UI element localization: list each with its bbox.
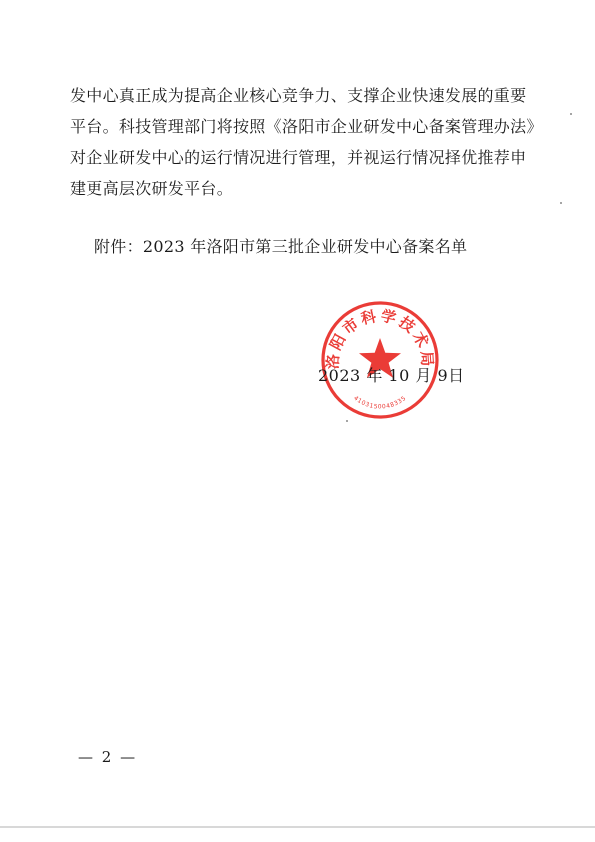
svg-text:4103150048335 [352, 395, 407, 411]
page-number: — 2 — [78, 748, 138, 766]
body-line: 对企业研发中心的运行情况进行管理，并视运行情况择优推荐申 [70, 148, 527, 167]
issue-date [318, 364, 465, 388]
seal-code-text: 4103150048335 [352, 394, 408, 411]
attachment-title: 2023 年洛阳市第三批企业研发中心备案名单 [142, 237, 468, 256]
scan-speck [570, 113, 572, 115]
body-line: 建更高层次研发平台。 [70, 179, 234, 198]
body-line: 发中心真正成为提高企业核心竞争力、支撑企业快速发展的重要 [70, 86, 527, 105]
body-line: 平台。科技管理部门将按照《洛阳市企业研发中心备案管理办法》 [70, 117, 543, 136]
date-day-unit: 日 [448, 366, 465, 385]
seal-issuer-text: 洛阳市科学技术局 [323, 306, 437, 370]
body-paragraph [70, 80, 543, 204]
date-year: 2023 [318, 366, 361, 385]
date-day: 9 [437, 366, 449, 385]
scan-edge [0, 826, 595, 828]
official-seal-icon [318, 298, 442, 422]
date-year-unit: 年 [366, 366, 383, 385]
attachment-label: 附件： [94, 237, 143, 256]
date-month-unit: 月 [415, 366, 432, 385]
scan-speck [560, 202, 562, 204]
scan-speck [346, 420, 348, 422]
date-month: 10 [388, 366, 410, 385]
attachment-line [94, 233, 467, 261]
